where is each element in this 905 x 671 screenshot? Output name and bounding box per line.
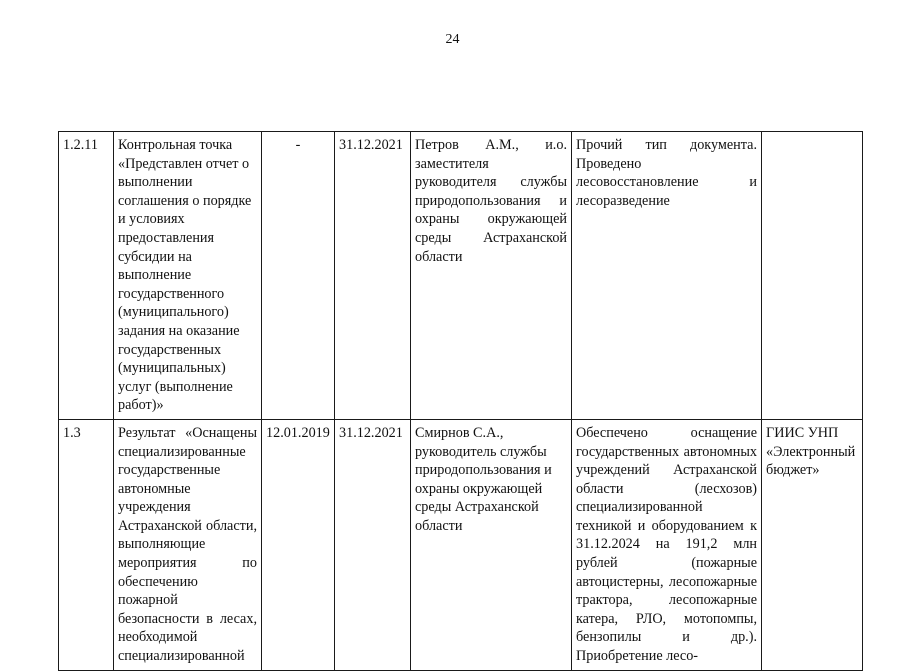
page-number: 24 bbox=[445, 32, 460, 47]
result-cell: Обеспечено оснащение государственных автономных учреждений Астраханской области (лесхозов) специализированной техникой и оборудованием к 31.12.2024 на 191,2 млн рублей (пожарные автоцистерны, лесопожарные трактора, лесопожарные катера, РЛО, мотопомпы, бензопилы и др.). Приобретение лесо- bbox=[572, 419, 762, 670]
event-name-cell: Результат «Оснащены специализированные государственные автономные учреждения Астраханской области, выполняющие мероприятия по обеспечению пожарной безопасности в лесах, необходимой специализированной bbox=[114, 419, 262, 670]
start-date-cell: 12.01.2019 bbox=[262, 419, 335, 670]
plan-table bbox=[58, 131, 863, 671]
end-date-cell: 31.12.2021 bbox=[335, 419, 411, 670]
table-row bbox=[59, 132, 863, 420]
event-name-cell: Контрольная точка «Представлен отчет о выполнении соглашения о порядке и условиях предоставления субсидии на выполнение государственного (муниципального) задания на оказание государственных (муниципальных) услуг (выполнение работ)» bbox=[114, 132, 262, 420]
table-row bbox=[59, 419, 863, 670]
row-number-cell: 1.3 bbox=[59, 419, 114, 670]
row-number-cell: 1.2.11 bbox=[59, 132, 114, 420]
result-cell: Прочий тип документа. Проведено лесовосстановление и лесоразведение bbox=[572, 132, 762, 420]
responsible-cell: Петров А.М., и.о. заместителя руководителя службы природопользования и охраны окружающей среды Астраханской области bbox=[411, 132, 572, 420]
info-system-cell: ГИИС УНП «Электронный бюджет» bbox=[762, 419, 863, 670]
responsible-cell: Смирнов С.А., руководитель службы природопользования и охраны окружающей среды Астраханской области bbox=[411, 419, 572, 670]
start-date-cell: - bbox=[262, 132, 335, 420]
end-date-cell: 31.12.2021 bbox=[335, 132, 411, 420]
info-system-cell bbox=[762, 132, 863, 420]
